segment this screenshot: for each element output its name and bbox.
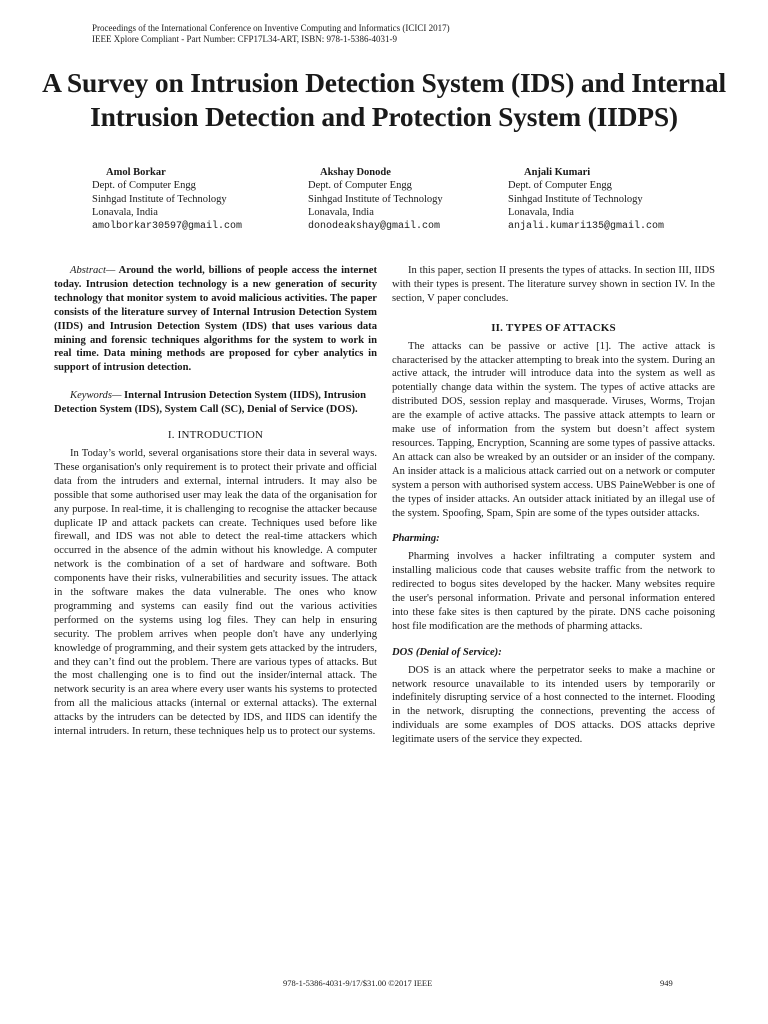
author-block-2 — [308, 166, 443, 233]
page-number: 949 — [660, 978, 673, 988]
keywords-label: Keywords— — [70, 390, 122, 402]
paper-title: A Survey on Intrusion Detection System (IDS) and Internal Intrusion Detection and Protection System (IIDPS) — [42, 67, 726, 132]
abstract — [54, 264, 377, 375]
section-heading-introduction: I. INTRODUCTION — [167, 429, 264, 442]
header-line-2: IEEE Xplore Compliant - Part Number: CFP17L34-ART, ISBN: 978-1-5386-4031-9 — [92, 34, 398, 44]
pharming-paragraph: Pharming involves a hacker infiltrating a computer system and installing malicious code that causes website traffic from the network to redirected to bogus sites developed by the hacker. Many websites require the user's personal information. Private and personal information entered into these fake sites is then captured by the pirate. DNS cache poisoning host file modification are the methods of pharming attacks. — [392, 551, 715, 632]
subheading-pharming: Pharming: — [392, 533, 440, 545]
author-institute: Sinhgad Institute of Technology — [508, 193, 643, 205]
section-heading-attacks: II. TYPES OF ATTACKS — [491, 321, 616, 334]
author-institute: Sinhgad Institute of Technology — [92, 193, 227, 205]
abstract-label: Abstract— — [70, 265, 116, 276]
author-dept: Dept. of Computer Engg — [92, 180, 196, 192]
footer-copyright: 978-1-5386-4031-9/17/$31.00 ©2017 IEEE — [283, 978, 433, 988]
keywords-text: Internal Intrusion Detection System (IIDS), Intrusion Detection System (IDS), System Call (SC), Denial of Service (DOS). — [54, 390, 366, 416]
author-name: Anjali Kumari — [524, 167, 591, 178]
author-location: Lonavala, India — [92, 207, 158, 219]
author-institute: Sinhgad Institute of Technology — [308, 193, 443, 205]
author-name: Amol Borkar — [106, 167, 166, 178]
organization-paragraph: In this paper, section II presents the types of attacks. In section III, IIDS with their types is present. The literature survey shown in section IV. In the section, V paper concludes. — [392, 265, 715, 304]
left-column — [54, 264, 377, 739]
author-dept: Dept. of Computer Engg — [308, 180, 412, 192]
attacks-paragraph: The attacks can be passive or active [1]. The active attack is characterised by the attacker attempting to break into the system. During an active attack, the intruder will introduce data into the system as well as potentially change data within the system. The types of active attacks are distributed DOS, session replay and masquerade. Viruses, Worms, Trojan are the example of active attacks. The passive attack attempts to learn or make use of information from the system but doesn’t affect system resources. Tapping, Encryption, Scanning are some types of passive attacks. An attack can also be wreaked by an outsider or an insider of the company. An insider attack is a malicious attack carried out on a network or computer system a person with authorised system access. UBS PaineWebber is one of the types of insider attacks. An outsider attack initiated by an illegal use of the system. Spoofing, Spam, Spin are some of the types outsider attacks. — [392, 340, 715, 519]
author-location: Lonavala, India — [508, 207, 574, 219]
dos-paragraph: DOS is an attack where the perpetrator seeks to make a machine or network resource unavailable to its intended users by temporarily or indefinitely disrupting service of a host connected to the internet. Flooding in the network, disrupting the connections, preventing the access of individuals are some examples of DOS attacks. DOS attacks deprive legitimate users of the service they expected. — [392, 664, 715, 746]
abstract-text: Around the world, billions of people access the internet today. Intrusion detection technology is a new generation of security technology that monitor system to avoid malicious activities. The paper consists of the literature survey of Internal Intrusion Detection System (IIDS) and Intrusion Detection System (IDS) that uses various data mining and forensic techniques algorithms for the system to work in real time. Data mining methods are proposed for cyber analytics in support of intrusion detection. — [54, 265, 377, 374]
right-column — [392, 264, 715, 747]
author-block-1 — [92, 166, 242, 233]
author-email: amolborkar30597@gmail.com — [92, 220, 243, 232]
author-email: anjali.kumari135@gmail.com — [508, 220, 665, 232]
author-block-3 — [508, 166, 664, 233]
author-location: Lonavala, India — [308, 207, 374, 219]
keywords — [54, 389, 377, 417]
proceedings-header — [92, 23, 450, 45]
header-line-1: Proceedings of the International Conference on Inventive Computing and Informatics (ICICI 2017) — [92, 23, 450, 33]
subheading-dos: DOS (Denial of Service): — [392, 646, 502, 658]
introduction-paragraph: In Today’s world, several organisations store their data in several ways. These organisation's only requirement is to protect their private and official data from the intruders and external, internal intruders. It may also be possible that some authorised user may leak the data of the organisation for any purpose. In real-time, it is challenging to recognise the attacker because duplicate IP and attack packets can create. Techniques used before like firewall, and IDS was not able to detect the real-time attackers which occurred in the absence of the admin without his knowledge. A computer network is the combination of a set of hardware and software. Both components have their risks, vulnerabilities and security issues. The attack in the software makes the data vulnerable. The ones who know programming and systems can easily find out the various activities performed on the systems using log files. They can help in ensuring security. The problem arrives when people don't have any underlying knowledge of programming, and their system gets attacked by the intruders, and they can’t find out the problem. There are various types of attacks. But the most challenging one is to find out the insider/internal attack. The network security is an area where every user wants his systems to protected from all the malicious attacks (internal or external attacks). The external attacks by the intruders can be detected by IDS, and IIDS can identify the internal intruders. In return, these techniques help us to protect our systems. — [54, 447, 377, 738]
author-dept: Dept. of Computer Engg — [508, 180, 612, 192]
author-email: donodeakshay@gmail.com — [308, 220, 441, 232]
author-name: Akshay Donode — [320, 167, 391, 178]
